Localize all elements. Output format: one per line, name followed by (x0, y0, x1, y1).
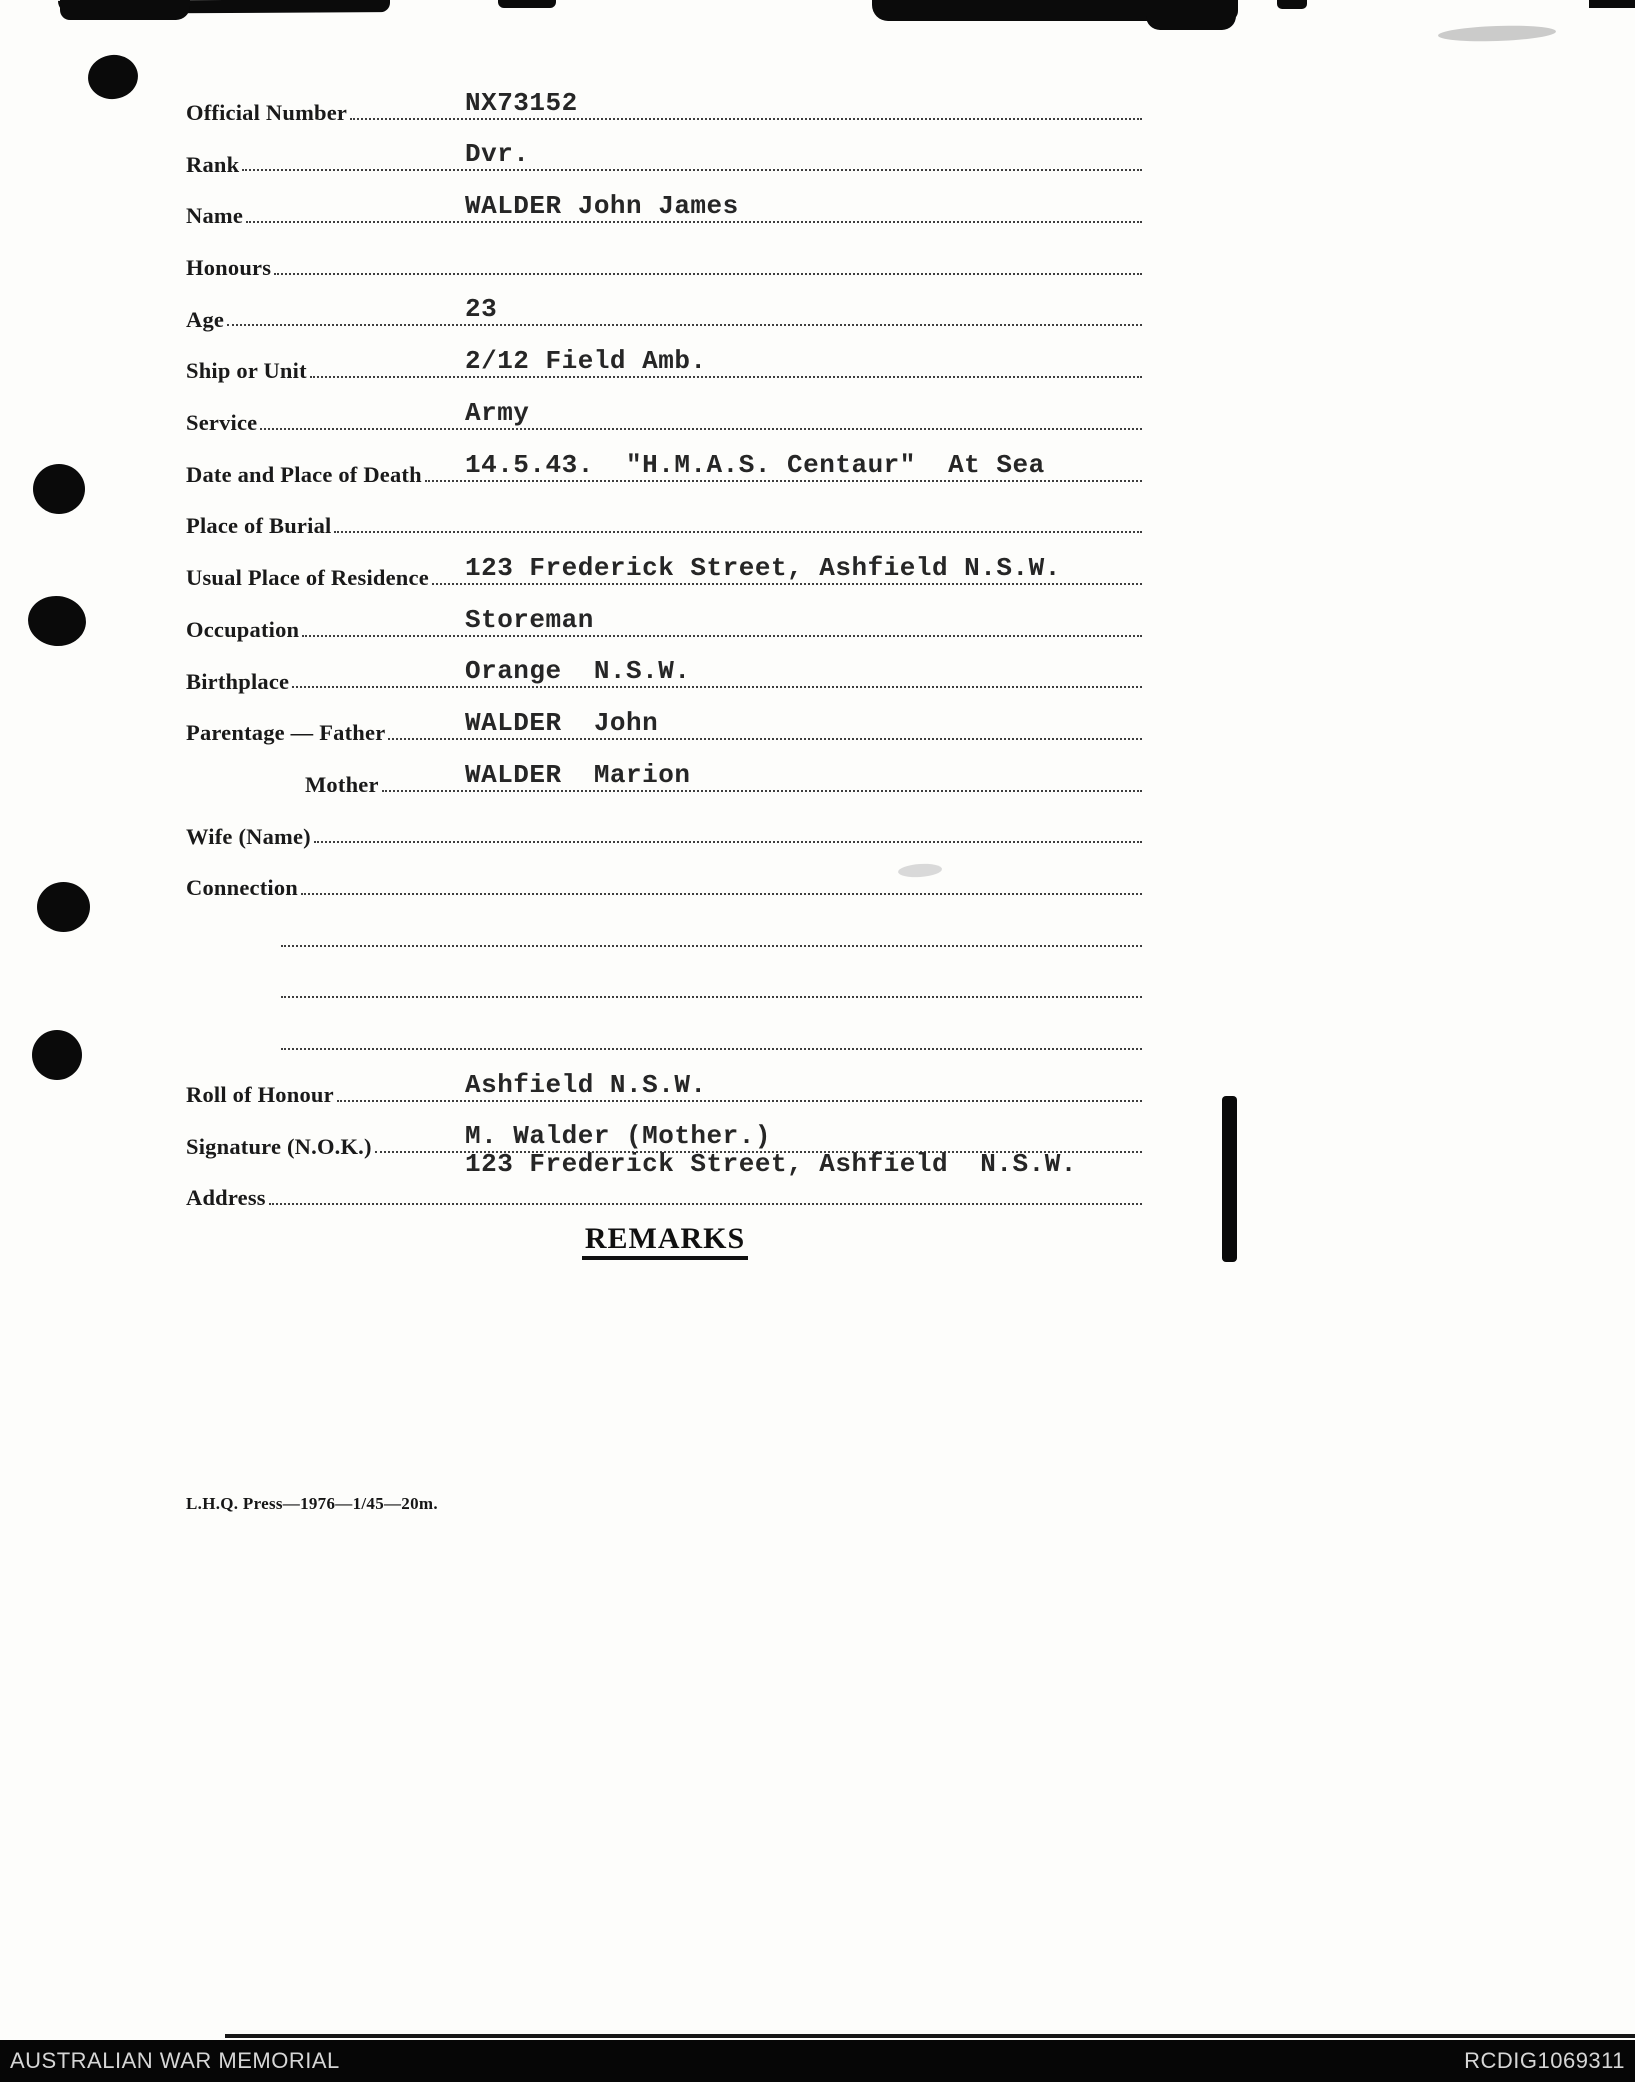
dotted-line (432, 583, 1142, 585)
torn-edge-artifact (498, 0, 556, 8)
field-label: Birthplace (186, 668, 290, 694)
smudge-artifact (1438, 24, 1556, 43)
dotted-line (269, 1203, 1142, 1205)
field-label: Place of Burial (186, 513, 332, 539)
row-address (186, 1149, 1144, 1211)
field-value: WALDER John (465, 707, 659, 738)
field-value: 23 (465, 294, 498, 325)
dotted-line (314, 841, 1142, 843)
field-value: 14.5.43. "H.M.A.S. Centaur" At Sea (465, 449, 1045, 480)
casualty-record-form (186, 74, 1144, 1211)
field-value: Ashfield N.S.W. (465, 1069, 707, 1100)
archive-footer-bar (0, 2040, 1635, 2082)
dotted-line (334, 531, 1142, 533)
dotted-line (292, 686, 1142, 688)
dotted-line (302, 635, 1142, 637)
field-label: Connection (186, 875, 299, 901)
field-label: Address (186, 1185, 266, 1211)
dotted-line (425, 480, 1142, 482)
dotted-line (337, 1100, 1142, 1102)
row-service (186, 384, 1144, 436)
dotted-line (350, 118, 1142, 120)
field-value: Orange N.S.W. (465, 656, 691, 687)
dotted-line (382, 790, 1142, 792)
field-value: Storeman (465, 604, 594, 635)
row-occupation (186, 591, 1144, 643)
dotted-line (281, 945, 1142, 947)
hole-punch-mark (85, 52, 141, 103)
torn-edge-artifact (1146, 0, 1236, 30)
field-label: Mother (305, 771, 379, 797)
field-label: Usual Place of Residence (186, 565, 429, 591)
hole-punch-mark (33, 464, 85, 514)
row-official-number (186, 74, 1144, 126)
field-label: Occupation (186, 616, 300, 642)
dotted-line (227, 324, 1142, 326)
printer-imprint: L.H.Q. Press—1976—1/45—20m. (186, 1494, 438, 1513)
row-continuation-line (186, 953, 1144, 1005)
row-birthplace (186, 643, 1144, 695)
field-value: 123 Frederick Street, Ashfield N.S.W. (465, 552, 1061, 583)
row-date-and-place-of-death (186, 436, 1144, 488)
row-place-of-burial (186, 488, 1144, 540)
field-value: Army (465, 397, 530, 428)
row-parentage-father (186, 694, 1144, 746)
field-label: Roll of Honour (186, 1082, 334, 1107)
dotted-line (246, 221, 1142, 223)
remarks-section (186, 1222, 1144, 1256)
row-ship-or-unit (186, 332, 1144, 384)
hole-punch-mark (26, 593, 89, 649)
field-label: Age (186, 306, 225, 332)
row-name (186, 177, 1144, 229)
archive-reference-id: RCDIG1069311 (1464, 2048, 1625, 2073)
dotted-line (260, 428, 1142, 430)
dotted-line (301, 893, 1142, 895)
row-rank (186, 126, 1144, 178)
hole-punch-mark (37, 882, 90, 932)
row-usual-place-of-residence (186, 539, 1144, 591)
dotted-line (281, 1048, 1142, 1050)
field-label: Signature (N.O.K.) (186, 1133, 372, 1159)
remarks-heading: REMARKS (582, 1222, 748, 1260)
dotted-line (310, 376, 1142, 378)
archive-source-label: AUSTRALIAN WAR MEMORIAL (10, 2048, 340, 2073)
field-label: Service (186, 410, 258, 436)
field-value: M. Walder (Mother.) (465, 1121, 771, 1152)
row-parentage-mother (186, 746, 1144, 798)
row-roll-of-honour (186, 1056, 1144, 1108)
field-label: Date and Place of Death (186, 461, 422, 487)
row-connection (186, 849, 1144, 901)
field-label: Ship or Unit (186, 358, 307, 384)
dotted-line (388, 738, 1142, 740)
field-value: 2/12 Field Amb. (465, 346, 707, 377)
field-label: Honours (186, 255, 272, 280)
field-label: Official Number (186, 99, 348, 125)
hole-punch-mark (32, 1030, 82, 1080)
field-value: WALDER John James (465, 191, 739, 222)
field-label: Parentage — Father (186, 720, 386, 746)
field-value: Dvr. (465, 139, 530, 170)
row-wife-name (186, 798, 1144, 850)
row-continuation-line (186, 901, 1144, 953)
torn-edge-artifact (60, 0, 190, 20)
row-honours (186, 229, 1144, 281)
field-value: NX73152 (465, 87, 578, 118)
dotted-line (281, 996, 1142, 998)
row-continuation-line (186, 1004, 1144, 1056)
field-value: WALDER Marion (465, 759, 691, 790)
field-label: Name (186, 203, 244, 229)
torn-edge-artifact (1589, 0, 1635, 8)
dotted-line (242, 169, 1142, 171)
dotted-line (274, 273, 1142, 275)
field-label: Rank (186, 151, 240, 177)
scan-line-artifact (225, 2034, 1635, 2038)
field-value: 123 Frederick Street, Ashfield N.S.W. (465, 1149, 1077, 1180)
row-age (186, 281, 1144, 333)
scan-bar-artifact (1222, 1096, 1237, 1262)
field-label: Wife (Name) (186, 823, 311, 849)
torn-edge-artifact (1277, 0, 1307, 9)
